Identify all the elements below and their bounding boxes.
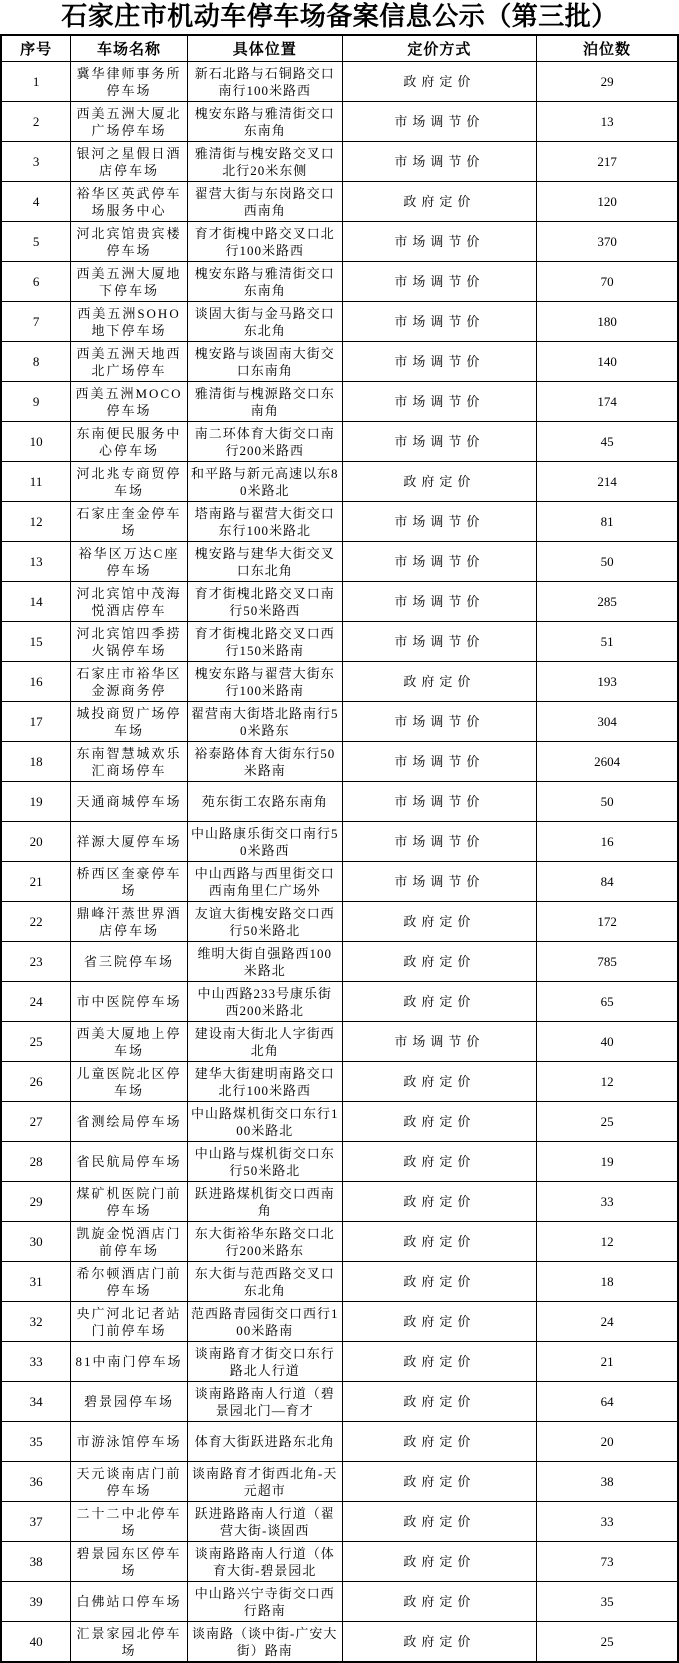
parking-lot-name-cell: 石家庄市裕华区金源商务停 xyxy=(71,662,188,702)
table-row xyxy=(1,1142,678,1182)
pricing-method-cell: 政府定价 xyxy=(342,902,537,942)
location-cell: 槐安东路与翟营大街东行100米路南 xyxy=(187,662,342,702)
row-number-cell: 6 xyxy=(1,262,71,302)
berth-count-cell: 25 xyxy=(537,1102,678,1142)
row-number-cell: 10 xyxy=(1,422,71,462)
row-number-cell: 9 xyxy=(1,382,71,422)
pricing-method-cell: 市场调节价 xyxy=(342,342,537,382)
parking-table xyxy=(0,34,679,1663)
table-row xyxy=(1,1502,678,1542)
location-cell: 裕泰路体育大街东行50米路南 xyxy=(187,742,342,782)
parking-lot-name-cell: 天元谈南店门前停车场 xyxy=(71,1462,188,1502)
table-row xyxy=(1,1222,678,1262)
berth-count-cell: 214 xyxy=(537,462,678,502)
parking-lot-name-cell: 省测绘局停车场 xyxy=(71,1102,188,1142)
berth-count-cell: 40 xyxy=(537,1022,678,1062)
location-cell: 槐安东路与雅清街交口东南角 xyxy=(187,262,342,302)
table-row xyxy=(1,702,678,742)
table-row xyxy=(1,222,678,262)
parking-lot-name-cell: 凯旋金悦酒店门前停车场 xyxy=(71,1222,188,1262)
pricing-method-cell: 政府定价 xyxy=(342,1382,537,1422)
pricing-method-cell: 市场调节价 xyxy=(342,862,537,902)
table-row xyxy=(1,1262,678,1302)
location-cell: 育才街槐北路交叉口西行150米路南 xyxy=(187,622,342,662)
table-row xyxy=(1,782,678,822)
pricing-method-cell: 政府定价 xyxy=(342,1102,537,1142)
parking-lot-name-cell: 河北宾馆中茂海悦酒店停车 xyxy=(71,582,188,622)
parking-lot-name-cell: 市中医院停车场 xyxy=(71,982,188,1022)
location-cell: 中山西路233号康乐街西200米路北 xyxy=(187,982,342,1022)
location-cell: 新石北路与石铜路交口南行100米路西 xyxy=(187,62,342,102)
location-cell: 谈南路路南人行道（碧景园北门—育才 xyxy=(187,1382,342,1422)
pricing-method-cell: 政府定价 xyxy=(342,1142,537,1182)
col-header-name: 车场名称 xyxy=(71,35,188,62)
table-row xyxy=(1,182,678,222)
location-cell: 中山路康乐街交口南行50米路西 xyxy=(187,822,342,862)
parking-lot-name-cell: 河北宾馆四季捞火锅停车场 xyxy=(71,622,188,662)
pricing-method-cell: 市场调节价 xyxy=(342,262,537,302)
parking-lot-name-cell: 祥源大厦停车场 xyxy=(71,822,188,862)
berth-count-cell: 174 xyxy=(537,382,678,422)
table-row xyxy=(1,62,678,102)
col-header-no: 序号 xyxy=(1,35,71,62)
berth-count-cell: 180 xyxy=(537,302,678,342)
pricing-method-cell: 市场调节价 xyxy=(342,142,537,182)
pricing-method-cell: 市场调节价 xyxy=(342,822,537,862)
location-cell: 中山路煤机街交口东行100米路北 xyxy=(187,1102,342,1142)
parking-lot-name-cell: 省三院停车场 xyxy=(71,942,188,982)
berth-count-cell: 81 xyxy=(537,502,678,542)
location-cell: 建华大街建明南路交口北行100米路西 xyxy=(187,1062,342,1102)
berth-count-cell: 370 xyxy=(537,222,678,262)
parking-lot-name-cell: 鼎峰汗蒸世界酒店停车场 xyxy=(71,902,188,942)
table-row xyxy=(1,1422,678,1462)
location-cell: 维明大街自强路西100米路北 xyxy=(187,942,342,982)
pricing-method-cell: 市场调节价 xyxy=(342,782,537,822)
location-cell: 翟营大街与东岗路交口西南角 xyxy=(187,182,342,222)
location-cell: 翟营南大街塔北路南行50米路东 xyxy=(187,702,342,742)
parking-lot-name-cell: 希尔顿酒店门前停车场 xyxy=(71,1262,188,1302)
location-cell: 跃进路煤机街交口西南角 xyxy=(187,1182,342,1222)
pricing-method-cell: 政府定价 xyxy=(342,1502,537,1542)
berth-count-cell: 45 xyxy=(537,422,678,462)
row-number-cell: 20 xyxy=(1,822,71,862)
table-row xyxy=(1,262,678,302)
berth-count-cell: 20 xyxy=(537,1422,678,1462)
table-row xyxy=(1,1342,678,1382)
pricing-method-cell: 市场调节价 xyxy=(342,542,537,582)
row-number-cell: 27 xyxy=(1,1102,71,1142)
berth-count-cell: 18 xyxy=(537,1262,678,1302)
berth-count-cell: 70 xyxy=(537,262,678,302)
location-cell: 中山西路与西里街交口西南角里仁广场外 xyxy=(187,862,342,902)
row-number-cell: 11 xyxy=(1,462,71,502)
table-row xyxy=(1,1302,678,1342)
table-row xyxy=(1,422,678,462)
berth-count-cell: 785 xyxy=(537,942,678,982)
row-number-cell: 38 xyxy=(1,1542,71,1582)
location-cell: 东大街裕华东路交口北行200米路东 xyxy=(187,1222,342,1262)
table-row xyxy=(1,982,678,1022)
berth-count-cell: 21 xyxy=(537,1342,678,1382)
parking-lot-name-cell: 银河之星假日酒店停车场 xyxy=(71,142,188,182)
table-row xyxy=(1,862,678,902)
pricing-method-cell: 政府定价 xyxy=(342,1182,537,1222)
row-number-cell: 37 xyxy=(1,1502,71,1542)
pricing-method-cell: 政府定价 xyxy=(342,462,537,502)
row-number-cell: 18 xyxy=(1,742,71,782)
page-title: 石家庄市机动车停车场备案信息公示（第三批） xyxy=(61,2,618,31)
location-cell: 中山路兴宁寺街交口西行路南 xyxy=(187,1582,342,1622)
pricing-method-cell: 政府定价 xyxy=(342,662,537,702)
table-row xyxy=(1,822,678,862)
table-row xyxy=(1,1622,678,1663)
berth-count-cell: 13 xyxy=(537,102,678,142)
parking-lot-name-cell: 儿童医院北区停车场 xyxy=(71,1062,188,1102)
row-number-cell: 34 xyxy=(1,1382,71,1422)
berth-count-cell: 16 xyxy=(537,822,678,862)
row-number-cell: 25 xyxy=(1,1022,71,1062)
row-number-cell: 22 xyxy=(1,902,71,942)
table-row xyxy=(1,502,678,542)
berth-count-cell: 19 xyxy=(537,1142,678,1182)
location-cell: 谈南路（谈中街-广安大街）路南 xyxy=(187,1622,342,1663)
table-row xyxy=(1,142,678,182)
location-cell: 体育大街跃进路东北角 xyxy=(187,1422,342,1462)
row-number-cell: 40 xyxy=(1,1622,71,1663)
location-cell: 南二环体育大街交口南行200米路西 xyxy=(187,422,342,462)
location-cell: 雅清街与槐源路交口东南角 xyxy=(187,382,342,422)
row-number-cell: 7 xyxy=(1,302,71,342)
col-header-berths: 泊位数 xyxy=(537,35,678,62)
pricing-method-cell: 政府定价 xyxy=(342,1542,537,1582)
pricing-method-cell: 市场调节价 xyxy=(342,622,537,662)
location-cell: 育才街槐中路交叉口北行100米路西 xyxy=(187,222,342,262)
parking-lot-name-cell: 碧景园停车场 xyxy=(71,1382,188,1422)
parking-lot-name-cell: 裕华区万达C座停车场 xyxy=(71,542,188,582)
pricing-method-cell: 市场调节价 xyxy=(342,502,537,542)
location-cell: 槐安路与谈固南大街交口东南角 xyxy=(187,342,342,382)
berth-count-cell: 120 xyxy=(537,182,678,222)
location-cell: 槐安路与建华大街交叉口东北角 xyxy=(187,542,342,582)
pricing-method-cell: 市场调节价 xyxy=(342,382,537,422)
pricing-method-cell: 市场调节价 xyxy=(342,742,537,782)
pricing-method-cell: 政府定价 xyxy=(342,1622,537,1663)
row-number-cell: 29 xyxy=(1,1182,71,1222)
table-row xyxy=(1,942,678,982)
parking-lot-name-cell: 冀华律师事务所停车场 xyxy=(71,62,188,102)
row-number-cell: 12 xyxy=(1,502,71,542)
col-header-location: 具体位置 xyxy=(187,35,342,62)
location-cell: 谈南路路南人行道（体育大街-碧景园北 xyxy=(187,1542,342,1582)
table-row xyxy=(1,382,678,422)
berth-count-cell: 33 xyxy=(537,1182,678,1222)
berth-count-cell: 33 xyxy=(537,1502,678,1542)
berth-count-cell: 29 xyxy=(537,62,678,102)
location-cell: 和平路与新元高速以东80米路北 xyxy=(187,462,342,502)
pricing-method-cell: 政府定价 xyxy=(342,182,537,222)
parking-lot-name-cell: 东南便民服务中心停车场 xyxy=(71,422,188,462)
parking-lot-name-cell: 石家庄奎金停车场 xyxy=(71,502,188,542)
berth-count-cell: 51 xyxy=(537,622,678,662)
parking-lot-name-cell: 碧景园东区停车场 xyxy=(71,1542,188,1582)
row-number-cell: 13 xyxy=(1,542,71,582)
table-row xyxy=(1,1582,678,1622)
location-cell: 中山路与煤机街交口东行50米路北 xyxy=(187,1142,342,1182)
parking-lot-name-cell: 二十二中北停车场 xyxy=(71,1502,188,1542)
location-cell: 槐安东路与雅清街交口东南角 xyxy=(187,102,342,142)
location-cell: 育才街槐北路交叉口南行50米路西 xyxy=(187,582,342,622)
berth-count-cell: 217 xyxy=(537,142,678,182)
table-header xyxy=(1,35,678,62)
berth-count-cell: 172 xyxy=(537,902,678,942)
parking-lot-name-cell: 西美五洲MOCO停车场 xyxy=(71,382,188,422)
location-cell: 跃进路路南人行道（翟营大街-谈固西 xyxy=(187,1502,342,1542)
row-number-cell: 30 xyxy=(1,1222,71,1262)
berth-count-cell: 24 xyxy=(537,1302,678,1342)
berth-count-cell: 73 xyxy=(537,1542,678,1582)
pricing-method-cell: 政府定价 xyxy=(342,1302,537,1342)
row-number-cell: 28 xyxy=(1,1142,71,1182)
pricing-method-cell: 政府定价 xyxy=(342,1342,537,1382)
parking-lot-name-cell: 81中南门停车场 xyxy=(71,1342,188,1382)
parking-lot-name-cell: 央广河北记者站门前停车场 xyxy=(71,1302,188,1342)
row-number-cell: 1 xyxy=(1,62,71,102)
row-number-cell: 24 xyxy=(1,982,71,1022)
berth-count-cell: 35 xyxy=(537,1582,678,1622)
parking-lot-name-cell: 裕华区英武停车场服务中心 xyxy=(71,182,188,222)
location-cell: 谈南路育才街交口东行路北人行道 xyxy=(187,1342,342,1382)
row-number-cell: 17 xyxy=(1,702,71,742)
table-row xyxy=(1,462,678,502)
pricing-method-cell: 政府定价 xyxy=(342,982,537,1022)
location-cell: 谈固大街与金马路交口东北角 xyxy=(187,302,342,342)
pricing-method-cell: 政府定价 xyxy=(342,942,537,982)
table-row xyxy=(1,622,678,662)
row-number-cell: 14 xyxy=(1,582,71,622)
row-number-cell: 21 xyxy=(1,862,71,902)
location-cell: 雅清街与槐安路交叉口北行20米东侧 xyxy=(187,142,342,182)
parking-lot-name-cell: 煤矿机医院门前停车场 xyxy=(71,1182,188,1222)
table-row xyxy=(1,662,678,702)
parking-lot-name-cell: 东南智慧城欢乐汇商场停车 xyxy=(71,742,188,782)
berth-count-cell: 12 xyxy=(537,1222,678,1262)
table-row xyxy=(1,582,678,622)
row-number-cell: 16 xyxy=(1,662,71,702)
pricing-method-cell: 市场调节价 xyxy=(342,702,537,742)
berth-count-cell: 285 xyxy=(537,582,678,622)
row-number-cell: 26 xyxy=(1,1062,71,1102)
parking-lot-name-cell: 西美大厦地上停车场 xyxy=(71,1022,188,1062)
berth-count-cell: 84 xyxy=(537,862,678,902)
berth-count-cell: 25 xyxy=(537,1622,678,1663)
row-number-cell: 36 xyxy=(1,1462,71,1502)
table-row xyxy=(1,1182,678,1222)
header-row xyxy=(1,35,678,62)
row-number-cell: 3 xyxy=(1,142,71,182)
location-cell: 谈南路育才街西北角-天元超市 xyxy=(187,1462,342,1502)
parking-lot-name-cell: 西美五洲天地西北广场停车 xyxy=(71,342,188,382)
col-header-pricing: 定价方式 xyxy=(342,35,537,62)
parking-lot-name-cell: 河北宾馆贵宾楼停车场 xyxy=(71,222,188,262)
berth-count-cell: 50 xyxy=(537,542,678,582)
row-number-cell: 19 xyxy=(1,782,71,822)
row-number-cell: 4 xyxy=(1,182,71,222)
parking-lot-name-cell: 汇景家园北停车场 xyxy=(71,1622,188,1663)
parking-lot-name-cell: 西美五洲大厦北广场停车场 xyxy=(71,102,188,142)
berth-count-cell: 193 xyxy=(537,662,678,702)
pricing-method-cell: 政府定价 xyxy=(342,1222,537,1262)
table-row xyxy=(1,1022,678,1062)
location-cell: 东大街与范西路交叉口东北角 xyxy=(187,1262,342,1302)
table-row xyxy=(1,1542,678,1582)
location-cell: 范西路青园街交口西行100米路南 xyxy=(187,1302,342,1342)
berth-count-cell: 50 xyxy=(537,782,678,822)
table-row xyxy=(1,1462,678,1502)
location-cell: 建设南大街北人字街西北角 xyxy=(187,1022,342,1062)
parking-lot-name-cell: 市游泳馆停车场 xyxy=(71,1422,188,1462)
location-cell: 塔南路与翟营大街交口东行100米路北 xyxy=(187,502,342,542)
table-row xyxy=(1,542,678,582)
row-number-cell: 8 xyxy=(1,342,71,382)
berth-count-cell: 2604 xyxy=(537,742,678,782)
row-number-cell: 33 xyxy=(1,1342,71,1382)
table-row xyxy=(1,342,678,382)
table-row xyxy=(1,742,678,782)
parking-lot-name-cell: 桥西区奎豪停车场 xyxy=(71,862,188,902)
berth-count-cell: 304 xyxy=(537,702,678,742)
berth-count-cell: 38 xyxy=(537,1462,678,1502)
pricing-method-cell: 市场调节价 xyxy=(342,222,537,262)
table-row xyxy=(1,302,678,342)
table-row xyxy=(1,1062,678,1102)
table-row xyxy=(1,102,678,142)
row-number-cell: 32 xyxy=(1,1302,71,1342)
pricing-method-cell: 市场调节价 xyxy=(342,302,537,342)
berth-count-cell: 140 xyxy=(537,342,678,382)
pricing-method-cell: 政府定价 xyxy=(342,1422,537,1462)
table-row xyxy=(1,1382,678,1422)
location-cell: 友谊大街槐安路交口西行50米路北 xyxy=(187,902,342,942)
pricing-method-cell: 政府定价 xyxy=(342,1462,537,1502)
row-number-cell: 2 xyxy=(1,102,71,142)
pricing-method-cell: 政府定价 xyxy=(342,1062,537,1102)
pricing-method-cell: 政府定价 xyxy=(342,1582,537,1622)
pricing-method-cell: 政府定价 xyxy=(342,1262,537,1302)
berth-count-cell: 65 xyxy=(537,982,678,1022)
parking-lot-name-cell: 白佛站口停车场 xyxy=(71,1582,188,1622)
parking-lot-name-cell: 西美五洲SOHO地下停车场 xyxy=(71,302,188,342)
row-number-cell: 15 xyxy=(1,622,71,662)
table-body xyxy=(1,62,678,1663)
parking-lot-name-cell: 河北兆专商贸停车场 xyxy=(71,462,188,502)
pricing-method-cell: 市场调节价 xyxy=(342,102,537,142)
row-number-cell: 39 xyxy=(1,1582,71,1622)
location-cell: 苑东街工农路东南角 xyxy=(187,782,342,822)
berth-count-cell: 12 xyxy=(537,1062,678,1102)
row-number-cell: 23 xyxy=(1,942,71,982)
pricing-method-cell: 市场调节价 xyxy=(342,582,537,622)
row-number-cell: 5 xyxy=(1,222,71,262)
table-row xyxy=(1,1102,678,1142)
pricing-method-cell: 市场调节价 xyxy=(342,1022,537,1062)
row-number-cell: 35 xyxy=(1,1422,71,1462)
table-row xyxy=(1,902,678,942)
parking-lot-name-cell: 西美五洲大厦地下停车场 xyxy=(71,262,188,302)
berth-count-cell: 64 xyxy=(537,1382,678,1422)
pricing-method-cell: 市场调节价 xyxy=(342,422,537,462)
parking-lot-name-cell: 天通商城停车场 xyxy=(71,782,188,822)
parking-lot-name-cell: 城投商贸广场停车场 xyxy=(71,702,188,742)
pricing-method-cell: 政府定价 xyxy=(342,62,537,102)
row-number-cell: 31 xyxy=(1,1262,71,1302)
parking-lot-name-cell: 省民航局停车场 xyxy=(71,1142,188,1182)
